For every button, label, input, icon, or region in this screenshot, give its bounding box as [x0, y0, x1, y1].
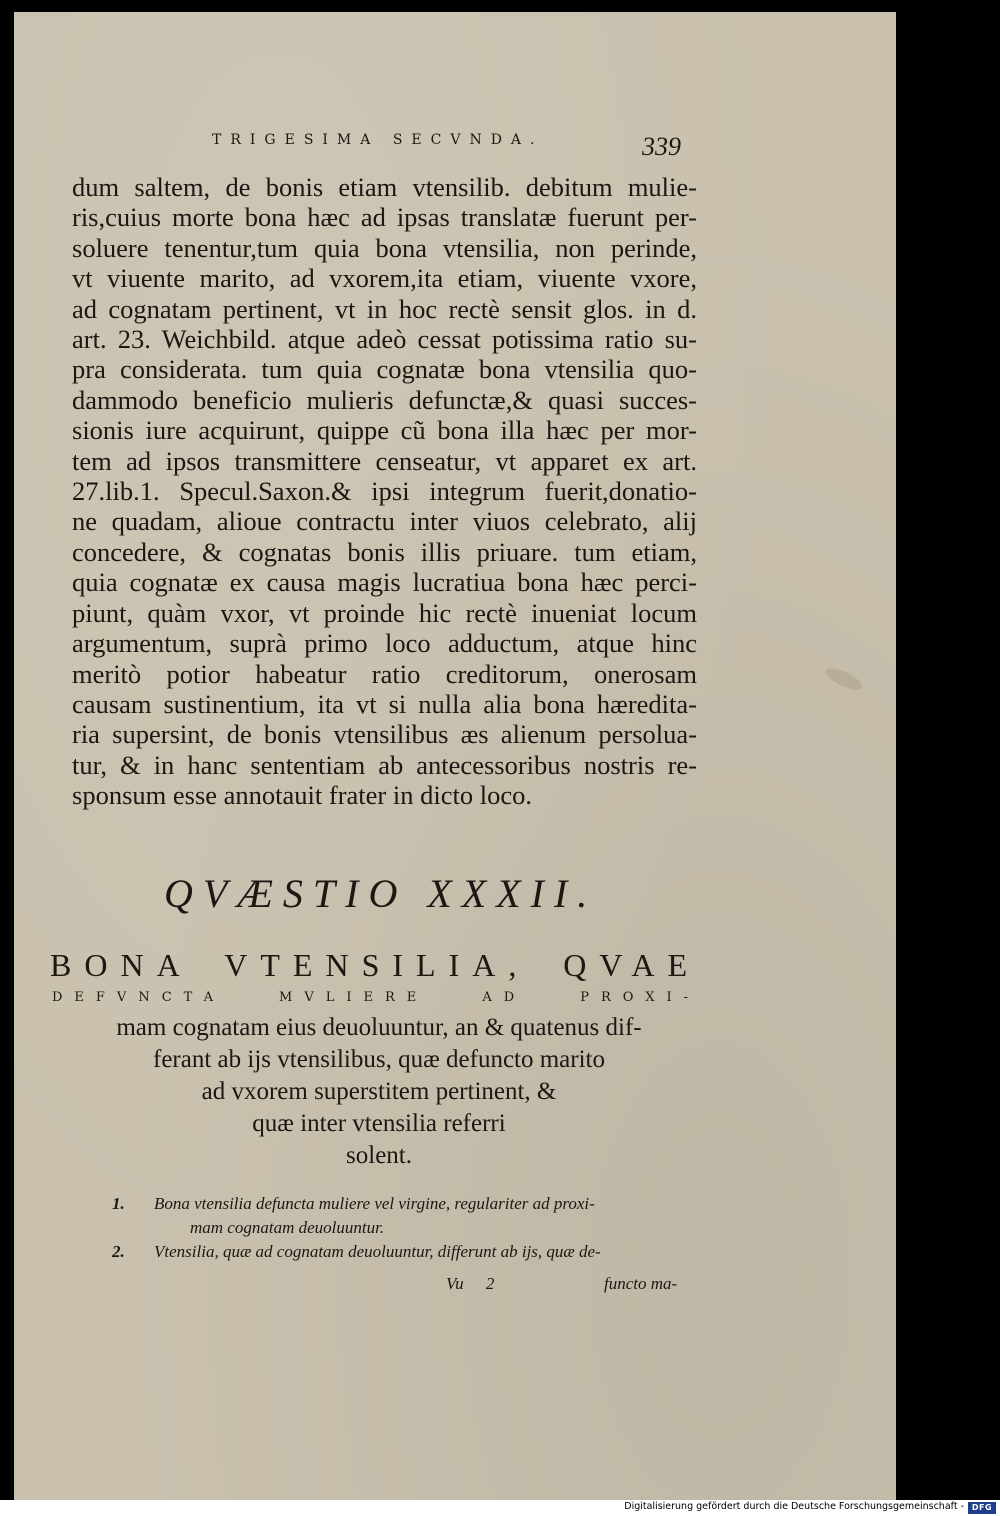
- question-heading-caps: BONA VTENSILIA, QVAE: [50, 947, 700, 983]
- dfg-logo-icon: DFG: [968, 1502, 996, 1514]
- page-number: 339: [642, 132, 681, 161]
- body-line: dum saltem, de bonis etiam vtensilib. debitum mulie-: [72, 172, 697, 202]
- summary-number: 2.: [112, 1242, 125, 1261]
- body-line: concedere, & cognatas bonis illis priuare. tum etiam,: [72, 536, 697, 567]
- summary-item: [106, 1192, 706, 1240]
- body-line: ad cognatam pertinent, vt in hoc rectè sensit glos. in d.: [72, 293, 697, 324]
- summary-number: 1.: [112, 1194, 125, 1213]
- question-heading-small-caps: DEFVNCTA MVLIERE AD PROXI-: [52, 990, 700, 1005]
- book-page: [14, 12, 896, 1500]
- body-line: art. 23. Weichbild. atque adeò cessat potissima ratio su-: [72, 324, 697, 355]
- body-line: tur, & in hanc sententiam ab antecessoribus nostris re-: [72, 749, 697, 780]
- body-line: 27.lib.1. Specul.Saxon.& ipsi integrum fuerit,donatio-: [72, 476, 697, 507]
- body-line: quia cognatæ ex causa magis lucratiua bona hæc perci-: [72, 567, 697, 598]
- body-line: argumentum, suprà primo loco adductum, atque hinc: [72, 628, 697, 659]
- body-line: sponsum esse annotauit frater in dicto loco.: [72, 780, 532, 811]
- body-text: [72, 172, 697, 811]
- funding-credit: Digitalisierung gefördert durch die Deutsche Forschungsgemeinschaft -: [624, 1501, 964, 1512]
- heading-line: ad vxorem superstitem pertinent, &: [201, 1078, 557, 1105]
- heading-line: solent.: [346, 1142, 412, 1169]
- heading-line: mam cognatam eius deuoluuntur, an & quatenus dif-: [116, 1014, 642, 1041]
- body-line: causam sustinentium, ita vt si nulla alia bona hæredita-: [72, 688, 697, 719]
- body-line: tem ad ipsos transmittere censeatur, vt apparet ex art.: [72, 445, 697, 476]
- body-line: dammodo beneficio mulieris defunctæ,& quasi succes-: [72, 384, 697, 415]
- body-line: soluere tenentur,tum quia bona vtensilia, non perinde,: [72, 232, 697, 263]
- summary-line: Bona vtensilia defuncta muliere vel virgine, regulariter ad proxi-: [154, 1194, 595, 1213]
- summary-line: mam cognatam deuoluuntur.: [190, 1218, 385, 1237]
- body-line: ne quadam, alioue contractu inter viuos celebrato, alij: [72, 506, 697, 537]
- question-heading: [54, 1012, 704, 1172]
- summary-item: [106, 1240, 706, 1264]
- body-line: ris,cuius morte bona hæc ad ipsas translatæ fuerunt per-: [72, 202, 697, 233]
- body-line: meritò potior habeatur ratio creditorum, onerosam: [72, 658, 697, 689]
- running-head: TRIGESIMA SECVNDA.: [212, 132, 544, 148]
- heading-line: ferant ab ijs vtensilibus, quæ defuncto marito: [153, 1046, 605, 1073]
- body-line: sionis iure acquirunt, quippe cũ bona illa hæc per mor-: [72, 415, 697, 446]
- summary-line: Vtensilia, quæ ad cognatam deuoluuntur, differunt ab ijs, quæ de-: [154, 1242, 601, 1261]
- body-line: ria supersint, de bonis vtensilibus æs alienum persolua-: [72, 719, 697, 750]
- question-title: QVÆSTIO XXXII.: [164, 871, 598, 916]
- body-line: vt viuente marito, ad vxorem,ita etiam, viuente vxore,: [72, 263, 697, 294]
- summary-list: [106, 1192, 706, 1264]
- catchword: functo ma-: [604, 1274, 678, 1293]
- body-line: pra considerata. tum quia cognatæ bona vtensilia quo-: [72, 354, 697, 385]
- body-line: piunt, quàm vxor, vt proinde hic rectè inueniat locum: [72, 597, 697, 628]
- signature-mark: Vu 2: [446, 1274, 495, 1293]
- paper-stain: [823, 664, 865, 694]
- heading-line: quæ inter vtensilia referri: [252, 1110, 506, 1137]
